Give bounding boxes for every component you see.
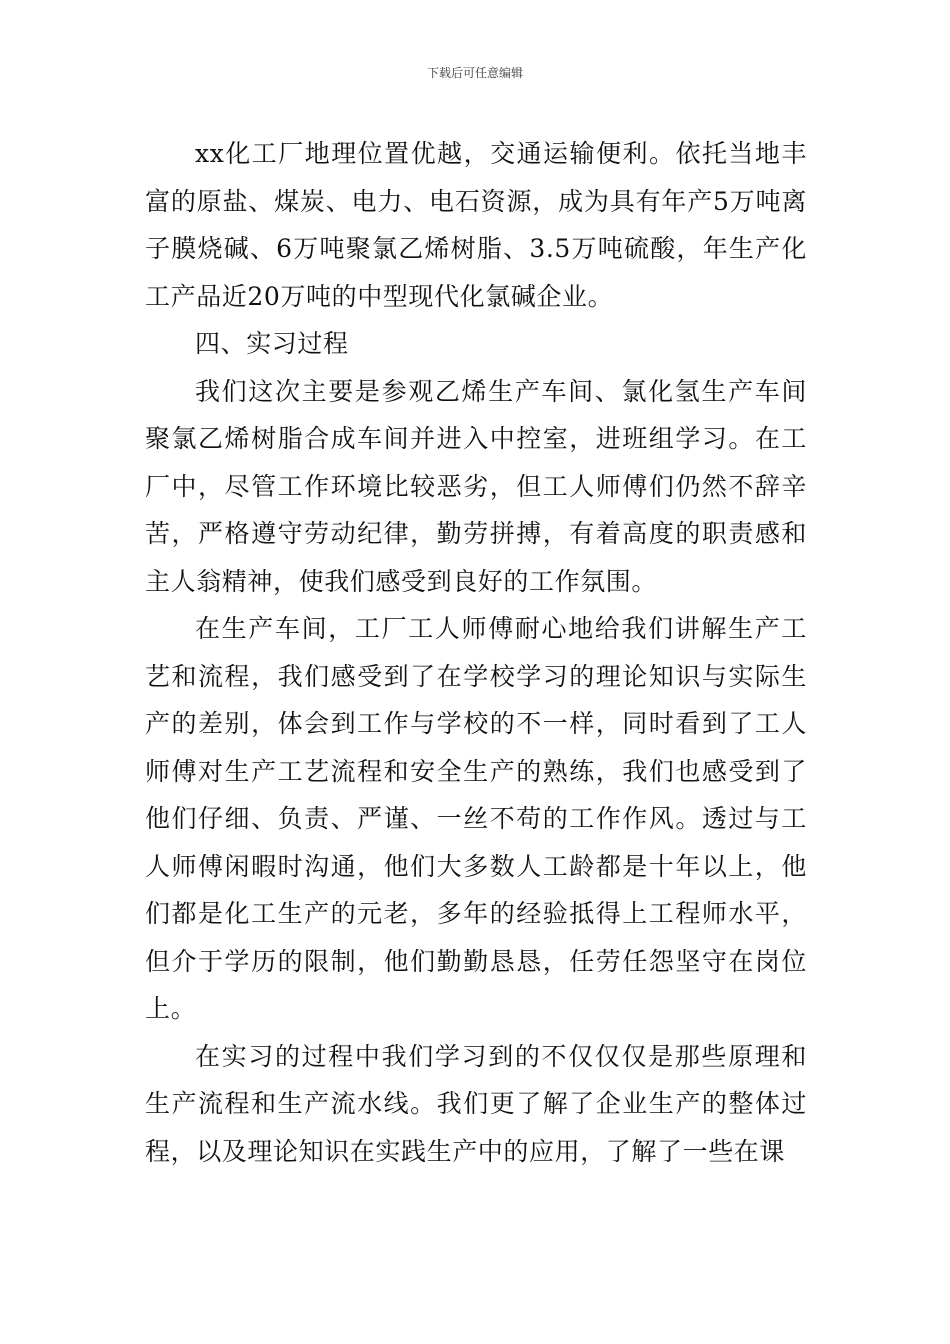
header-note: 下载后可任意编辑 (426, 66, 523, 80)
section-heading-internship-process: 四、实习过程 (195, 329, 349, 358)
paragraph-workshop-visit: 我们这次主要是参观乙烯生产车间、氯化氢生产车间聚氯乙烯树脂合成车间并进入中控室，进班组学习。在工厂中，尽管工作环境比较恶劣，但工人师傅们仍然不辞辛苦，严格遵守劳动纪律，勤劳拼搏，有着高度的职责感和主人翁精神，使我们感受到良好的工作氛围。 (145, 376, 807, 596)
paragraph-production-workshop: 在生产车间，工厂工人师傅耐心地给我们讲解生产工艺和流程，我们感受到了在学校学习的理论知识与实际生产的差别，体会到工作与学校的不一样，同时看到了工人师傅对生产工艺流程和安全生产的熟练，我们也感受到了他们仔细、负责、严谨、一丝不苟的工作作风。透过与工人师傅闲暇时沟通，他们大多数人工龄都是十年以上，他们都是化工生产的元老，多年的经验抵得上工程师水平，但介于学历的限制，他们勤勤恳恳，任劳任怨坚守在岗位上。 (145, 614, 807, 1023)
document-body (145, 130, 807, 1175)
paragraph-plant-overview: xx化工厂地理位置优越，交通运输便利。依托当地丰富的原盐、煤炭、电力、电石资源，成为具有年产5万吨离子膜烧碱、6万吨聚氯乙烯树脂、3.5万吨硫酸，年生产化工产品近20万吨的中型现代化氯碱企业。 (145, 139, 807, 311)
paragraph-learning-outcomes: 在实习的过程中我们学习到的不仅仅仅是那些原理和生产流程和生产流水线。我们更了解了企业生产的整体过程，以及理论知识在实践生产中的应用，了解了一些在课 (145, 1041, 807, 1166)
page-header (0, 64, 950, 82)
